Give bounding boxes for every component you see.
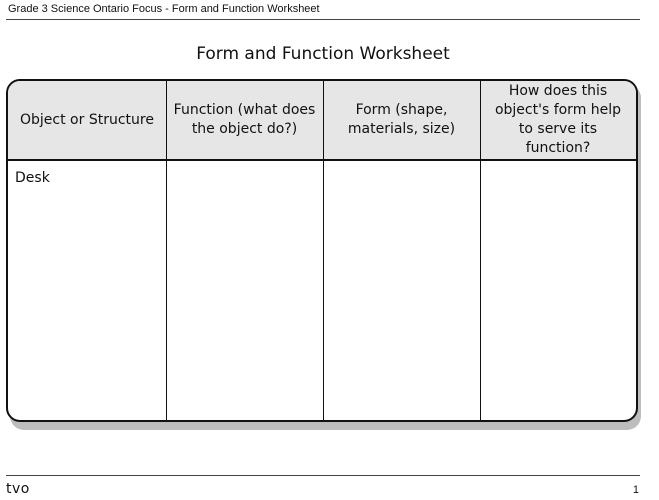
column-header-form: Form (shape, materials, size) <box>347 102 456 137</box>
footer-divider <box>6 475 640 476</box>
header-divider <box>6 19 640 20</box>
row-object-desk: Desk <box>15 170 50 186</box>
column-divider <box>480 81 481 420</box>
column-header-object: Object or Structure <box>20 111 154 128</box>
tvo-logo: tvo <box>6 481 30 497</box>
column-header-how: How does this object's form help to serve its function? <box>494 83 622 156</box>
column-divider <box>166 81 167 420</box>
worksheet-title: Form and Function Worksheet <box>196 44 450 64</box>
column-header-function: Function (what does the object do?) <box>173 102 316 137</box>
worksheet-table <box>6 79 638 422</box>
document-header: Grade 3 Science Ontario Focus - Form and Function Worksheet <box>8 3 320 15</box>
page-number: 1 <box>632 484 639 496</box>
column-divider <box>323 81 324 420</box>
